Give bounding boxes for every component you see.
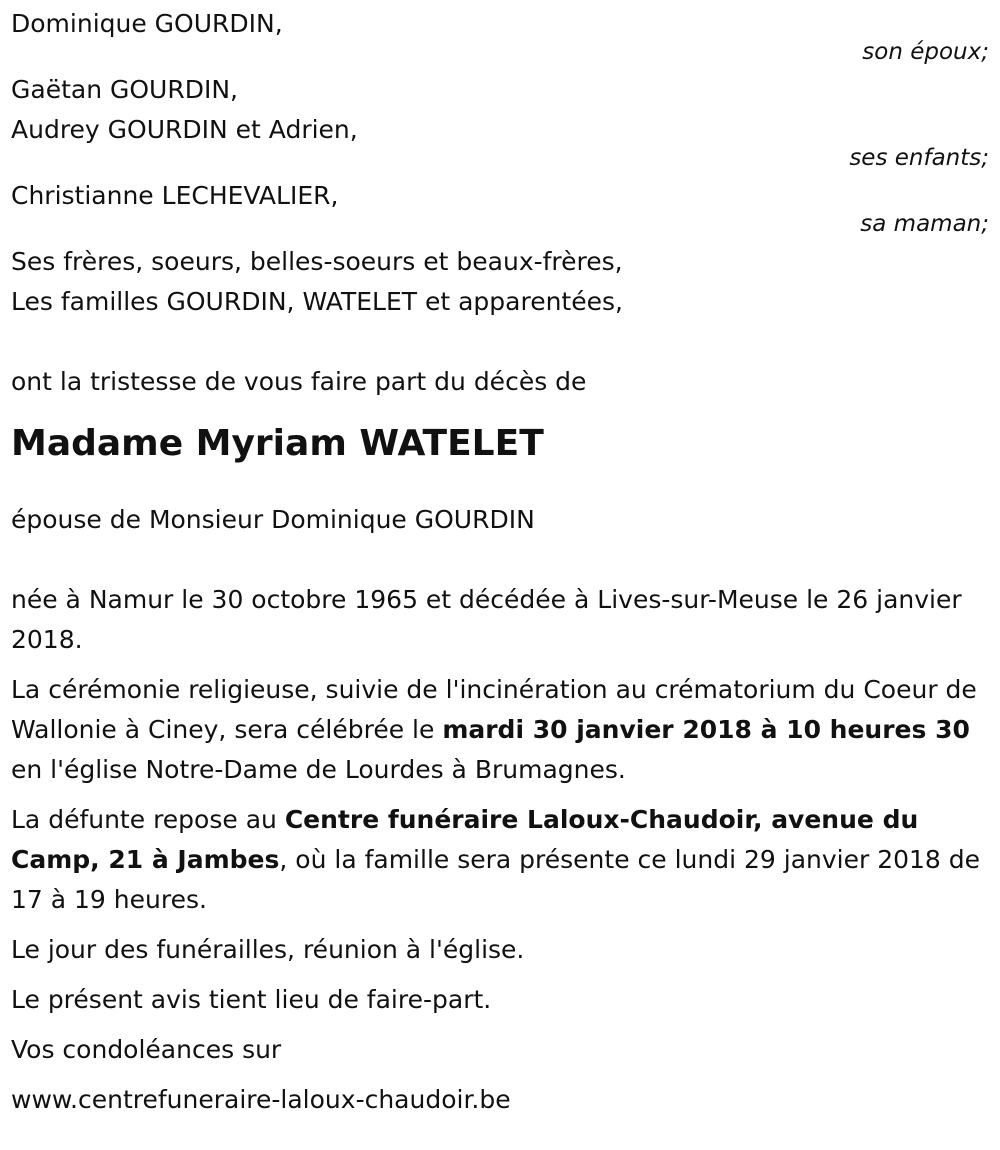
notice-line: Le présent avis tient lieu de faire-part.: [11, 985, 492, 1014]
child-name-1: Gaëtan GOURDIN,: [11, 75, 238, 104]
ceremony-text-1: La cérémonie religieuse, suivie de l'incinération au crématorium du Coeur de Wallonie à Ciney, sera célébrée le: [11, 675, 977, 744]
condolences-label: Vos condoléances sur: [11, 1035, 282, 1064]
deceased-name: Madame Myriam WATELET: [11, 423, 544, 464]
birth-death-paragraph: née à Namur le 30 octobre 1965 et décédée à Lives-sur-Meuse le 26 janvier 2018.: [11, 585, 962, 654]
children-role: ses enfants;: [849, 145, 989, 171]
spouse-role: son époux;: [862, 39, 989, 65]
mother-role: sa maman;: [860, 211, 989, 237]
ceremony-paragraph: [11, 670, 989, 790]
funeral-meeting-line: Le jour des funérailles, réunion à l'église.: [11, 935, 525, 964]
spouse-name: Dominique GOURDIN,: [11, 9, 283, 38]
announcement-line: ont la tristesse de vous faire part du décès de: [11, 367, 587, 396]
siblings-line: Ses frères, soeurs, belles-soeurs et beaux-frères,: [11, 247, 623, 276]
rest-text-2: , où la famille sera présente ce lundi 29 janvier 2018 de 17 à 19 heures.: [11, 845, 981, 914]
rest-text-1: La défunte repose au: [11, 805, 285, 834]
rest-place: Centre funéraire Laloux-Chaudoir, avenue du Camp, 21 à Jambes: [11, 805, 919, 874]
families-line: Les familles GOURDIN, WATELET et apparentées,: [11, 287, 623, 316]
condolences-url: www.centrefuneraire-laloux-chaudoir.be: [11, 1085, 511, 1114]
obituary-notice: [11, 4, 989, 1120]
mother-name: Christianne LECHEVALIER,: [11, 181, 339, 210]
ceremony-text-2: en l'église Notre-Dame de Lourdes à Brumagnes.: [11, 755, 626, 784]
ceremony-date: mardi 30 janvier 2018 à 10 heures 30: [442, 715, 970, 744]
rest-paragraph: [11, 800, 989, 920]
child-name-2: Audrey GOURDIN et Adrien,: [11, 115, 358, 144]
spouse-of-line: épouse de Monsieur Dominique GOURDIN: [11, 505, 535, 534]
